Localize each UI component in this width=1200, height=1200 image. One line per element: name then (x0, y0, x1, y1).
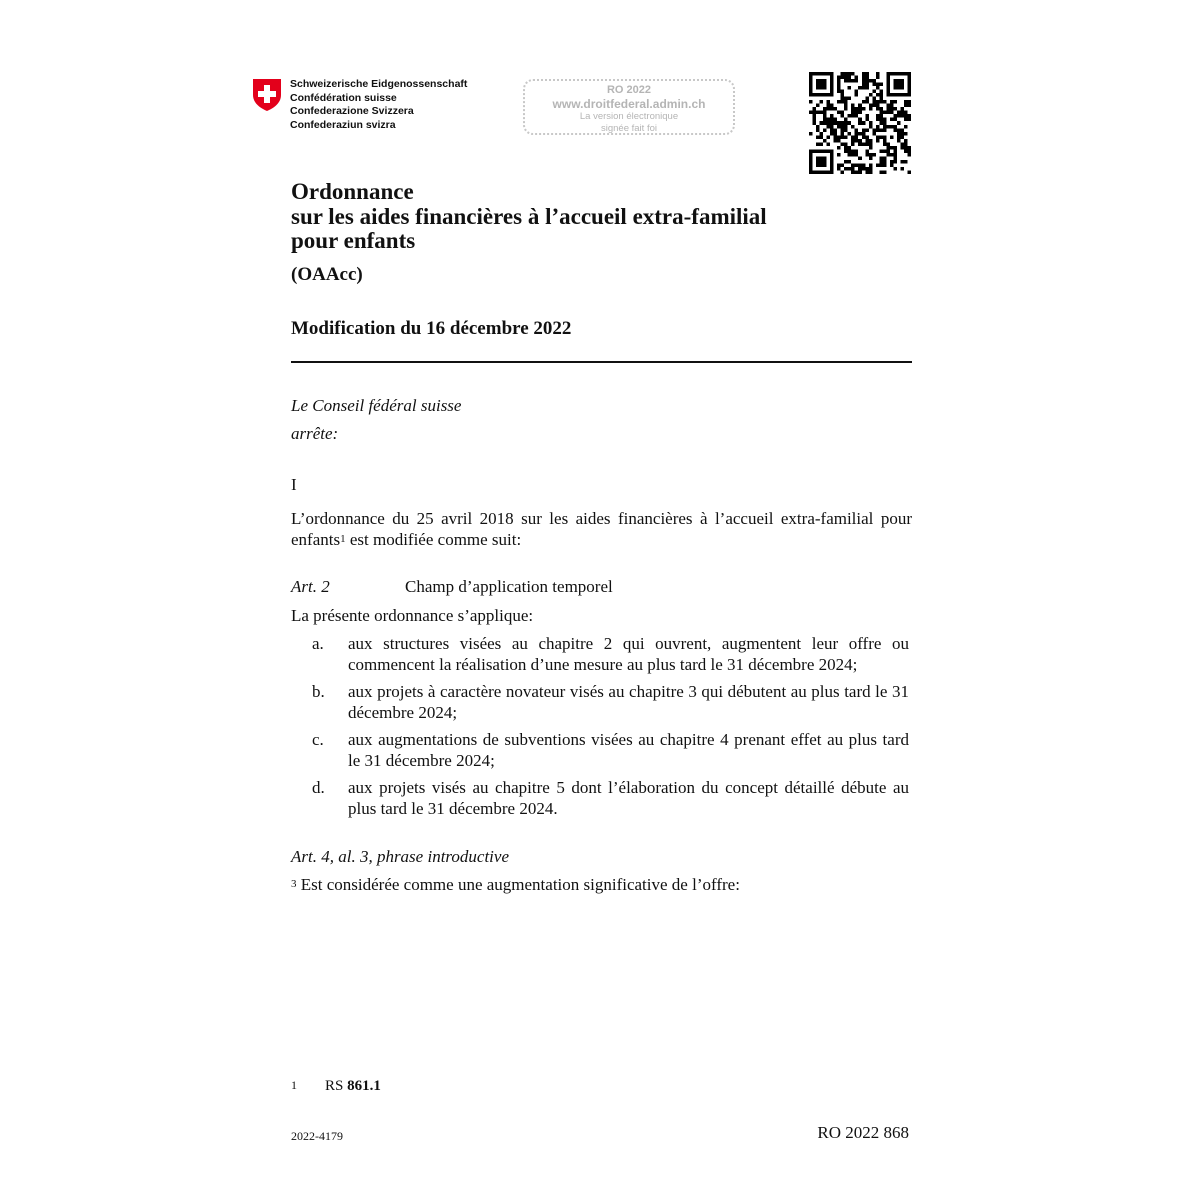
preamble-verb: arrête: (291, 424, 339, 443)
list-item-letter: a. (312, 634, 324, 653)
org-name-it: Confederazione Svizzera (290, 105, 414, 117)
list-item (312, 634, 909, 675)
list-item (312, 682, 909, 723)
list-item (312, 778, 909, 819)
stamp-url: www.droitfederal.admin.ch (552, 97, 706, 111)
list-item-text: aux projets à caractère novateur visés au chapitre 3 qui débutent au plus tard le 31 décembre 2024; (348, 682, 909, 722)
footnote-reference-number: 861.1 (347, 1078, 381, 1094)
document-number: 2022-4179 (291, 1129, 343, 1143)
title-line-3: pour enfants (291, 228, 416, 253)
list-item-text: aux projets visés au chapitre 5 dont l’élaboration du concept détaillé débute au plus tard le 31 décembre 2024. (348, 778, 909, 818)
list-item (312, 730, 909, 771)
article-4-heading: Art. 4, al. 3, phrase introductive (291, 847, 509, 866)
article-2-label: Art. 2 (291, 577, 330, 596)
article-4-paragraph (291, 875, 740, 896)
article-2-heading (291, 577, 912, 598)
list-item-letter: d. (312, 778, 325, 797)
org-name-de: Schweizerische Eidgenossenschaft (290, 78, 468, 90)
preamble-authority: Le Conseil fédéral suisse (291, 396, 462, 415)
intro-text: L’ordonnance du 25 avril 2018 sur les aides financières à l’accueil extra-familial pour enfants (291, 509, 912, 549)
preamble (291, 392, 461, 448)
act-title (291, 180, 911, 254)
title-line-1: Ordonnance (291, 179, 414, 204)
electronic-signature-stamp (523, 79, 735, 135)
stamp-collection: RO 2022 (606, 84, 652, 96)
list-item-text: aux structures visées au chapitre 2 qui ouvrent, augmentent leur offre ou commencent la réalisation d’une mesure au plus tard le 31 décembre 2024; (348, 634, 909, 674)
intro-paragraph (291, 509, 912, 550)
official-collection-reference: RO 2022 868 (817, 1123, 909, 1142)
paragraph-text: Est considérée comme une augmentation significative de l’offre: (296, 875, 740, 894)
modification-date: Modification du 16 décembre 2022 (291, 318, 572, 339)
footnote-number: 1 (291, 1078, 297, 1092)
footnote-prefix: RS (325, 1078, 348, 1094)
document-header (252, 72, 912, 176)
title-line-2: sur les aides financières à l’accueil extra-familial (291, 203, 767, 229)
footnote (291, 1078, 381, 1095)
article-2-title: Champ d’application temporel (405, 577, 613, 596)
article-2-list (312, 634, 909, 826)
act-abbreviation: (OAAcc) (291, 263, 363, 285)
section-number: I (291, 475, 297, 494)
org-name-rm: Confederaziun svizra (290, 118, 396, 131)
paragraph-number: 3 (291, 878, 297, 890)
list-item-letter: c. (312, 730, 324, 749)
swiss-cross-shield-icon (252, 78, 282, 112)
title-divider (291, 361, 912, 363)
list-item-text: aux augmentations de subventions visées au chapitre 4 prenant effet au plus tard le 31 décembre 2024; (348, 730, 909, 770)
intro-text-end: est modifiée comme suit: (345, 529, 522, 549)
qr-code-icon (809, 72, 911, 174)
stamp-note-2: signée fait foi (601, 122, 657, 134)
act-title-block (291, 180, 911, 286)
article-2-lead: La présente ordonnance s’applique: (291, 606, 534, 625)
federal-administration-names (290, 78, 467, 132)
list-item-letter: b. (312, 682, 325, 701)
stamp-note-1: La version électronique (579, 111, 679, 122)
org-name-fr: Confédération suisse (290, 91, 397, 104)
footnote-reference[interactable]: 1 (340, 532, 346, 545)
